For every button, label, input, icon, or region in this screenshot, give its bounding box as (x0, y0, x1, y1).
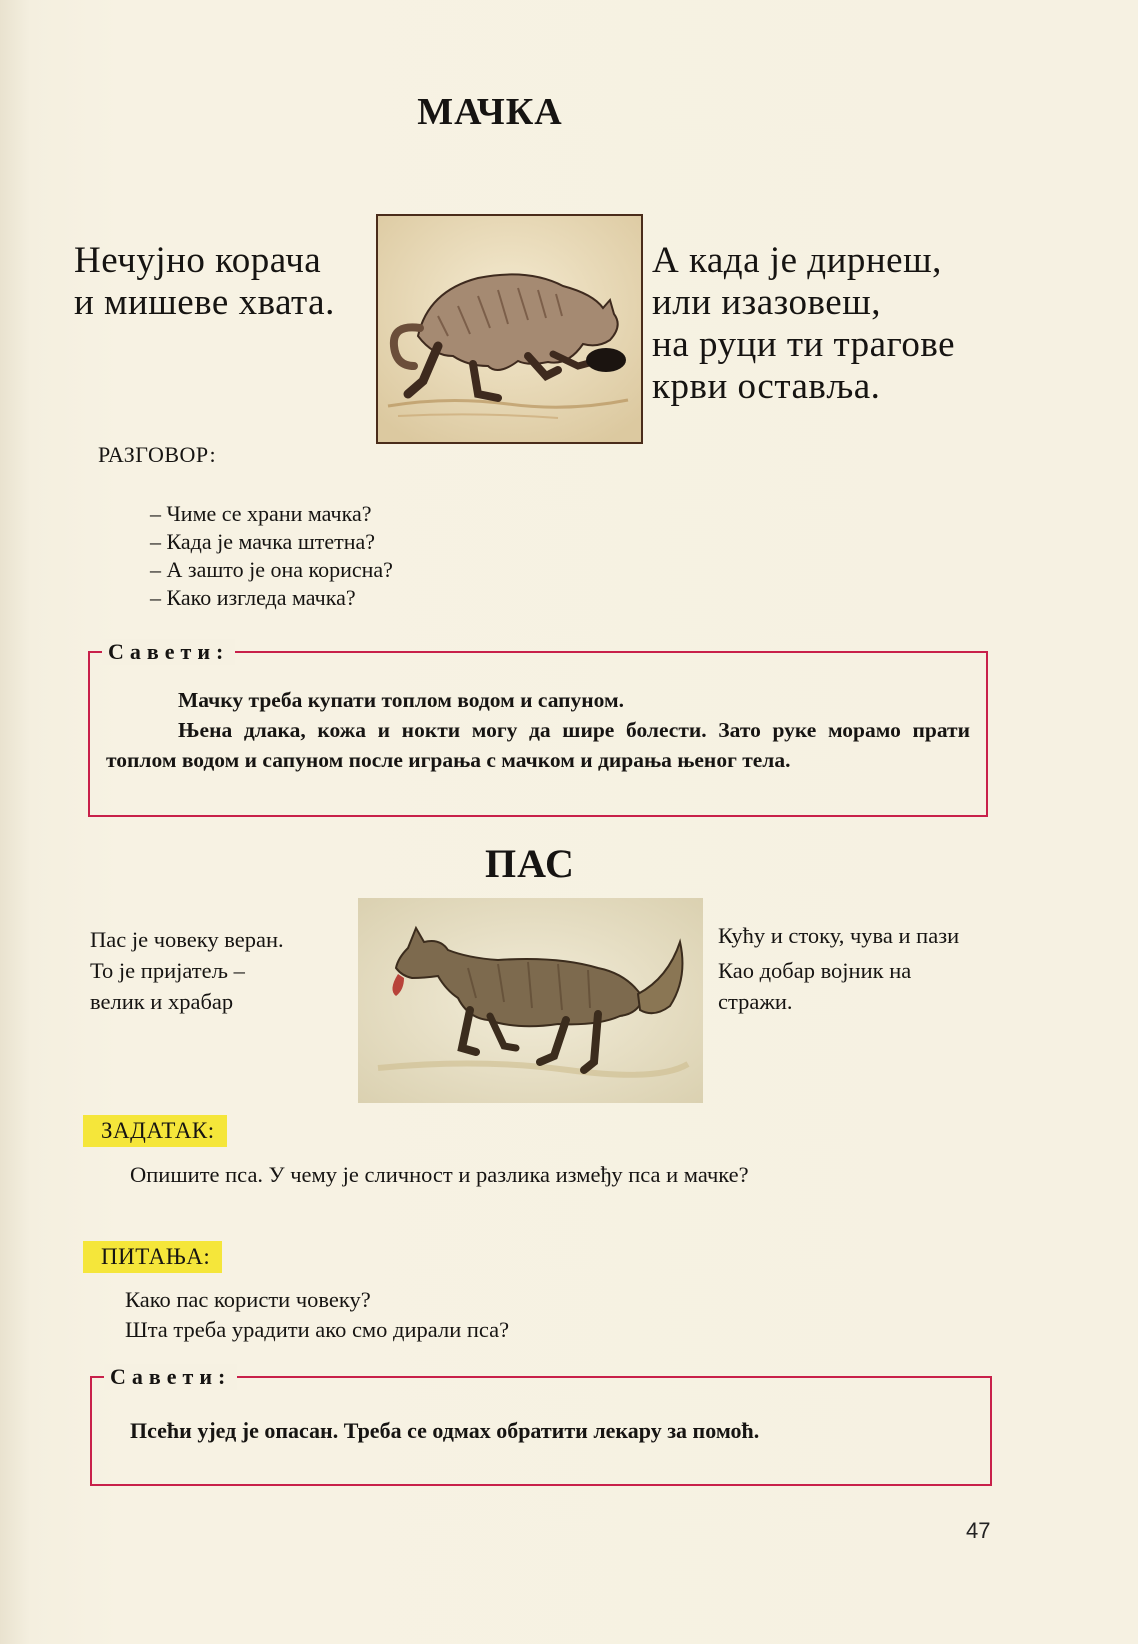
dog-poem-right (718, 920, 988, 1021)
questions-label: ПИТАЊА: (83, 1241, 222, 1273)
question-item: Шта треба урадити ако смо дирали пса? (125, 1317, 510, 1342)
dog-advice-text: Псећи ујед је опасан. Треба се одмах обратити лекару за помоћ. (130, 1418, 760, 1443)
poem-line: крви оставља. (652, 366, 881, 407)
advice-label: Савети: (104, 1364, 237, 1390)
conversation-question: – Како изгледа мачка? (150, 585, 356, 610)
task-text: Опишите пса. У чему је сличност и разлика између пса и мачке? (130, 1162, 749, 1187)
dog-illustration-drawing (358, 898, 703, 1103)
task-label: ЗАДАТАК: (83, 1115, 227, 1147)
poem-line: и мишеве хвата. (74, 282, 335, 323)
poem-line: Пас је човеку веран. (90, 927, 284, 952)
poem-line: Кућу и стоку, чува и пази (718, 923, 960, 948)
dog-illustration (358, 898, 703, 1103)
cat-section-title: МАЧКА (417, 91, 563, 133)
conversation-question: – Чиме се храни мачка? (150, 501, 372, 526)
page-number: 47 (966, 1518, 991, 1543)
dog-advice-box (90, 1364, 992, 1486)
questions-list (125, 1285, 509, 1345)
conversation-label: РАЗГОВОР: (98, 442, 217, 467)
conversation-question: – А зашто је она корисна? (150, 557, 393, 582)
advice-paragraph: Мачку треба купати топлом водом и сапуном. (178, 688, 625, 712)
dog-section-title: ПАС (485, 841, 575, 886)
cat-illustration (376, 214, 643, 444)
cat-illustration-drawing (378, 216, 641, 442)
poem-line: на руци ти трагове (652, 324, 956, 365)
cat-advice-box (88, 639, 988, 817)
question-item: Како пас користи човеку? (125, 1287, 371, 1312)
cat-poem-right (652, 240, 1072, 408)
poem-line: велик и храбар (90, 989, 234, 1014)
poem-line: То је пријатељ – (90, 958, 245, 983)
poem-line: А када је дирнеш, (652, 240, 942, 281)
poem-line: или изазовеш, (652, 282, 881, 323)
conversation-questions (150, 500, 393, 612)
poem-line: Нечујно корача (74, 240, 322, 281)
conversation-question: – Када је мачка штетна? (150, 529, 376, 554)
advice-paragraph: Њена длака, кожа и нокти могу да шире болести. Зато руке морамо прати топлом водом и сапуном после играња с мачком и дирања њеног тела. (106, 718, 970, 772)
poem-line: Као добар војник на стражи. (718, 958, 912, 1014)
cat-poem-left (74, 240, 374, 324)
advice-label: Савети: (102, 639, 235, 665)
dog-poem-left (90, 924, 360, 1017)
cat-advice-text (106, 685, 970, 775)
